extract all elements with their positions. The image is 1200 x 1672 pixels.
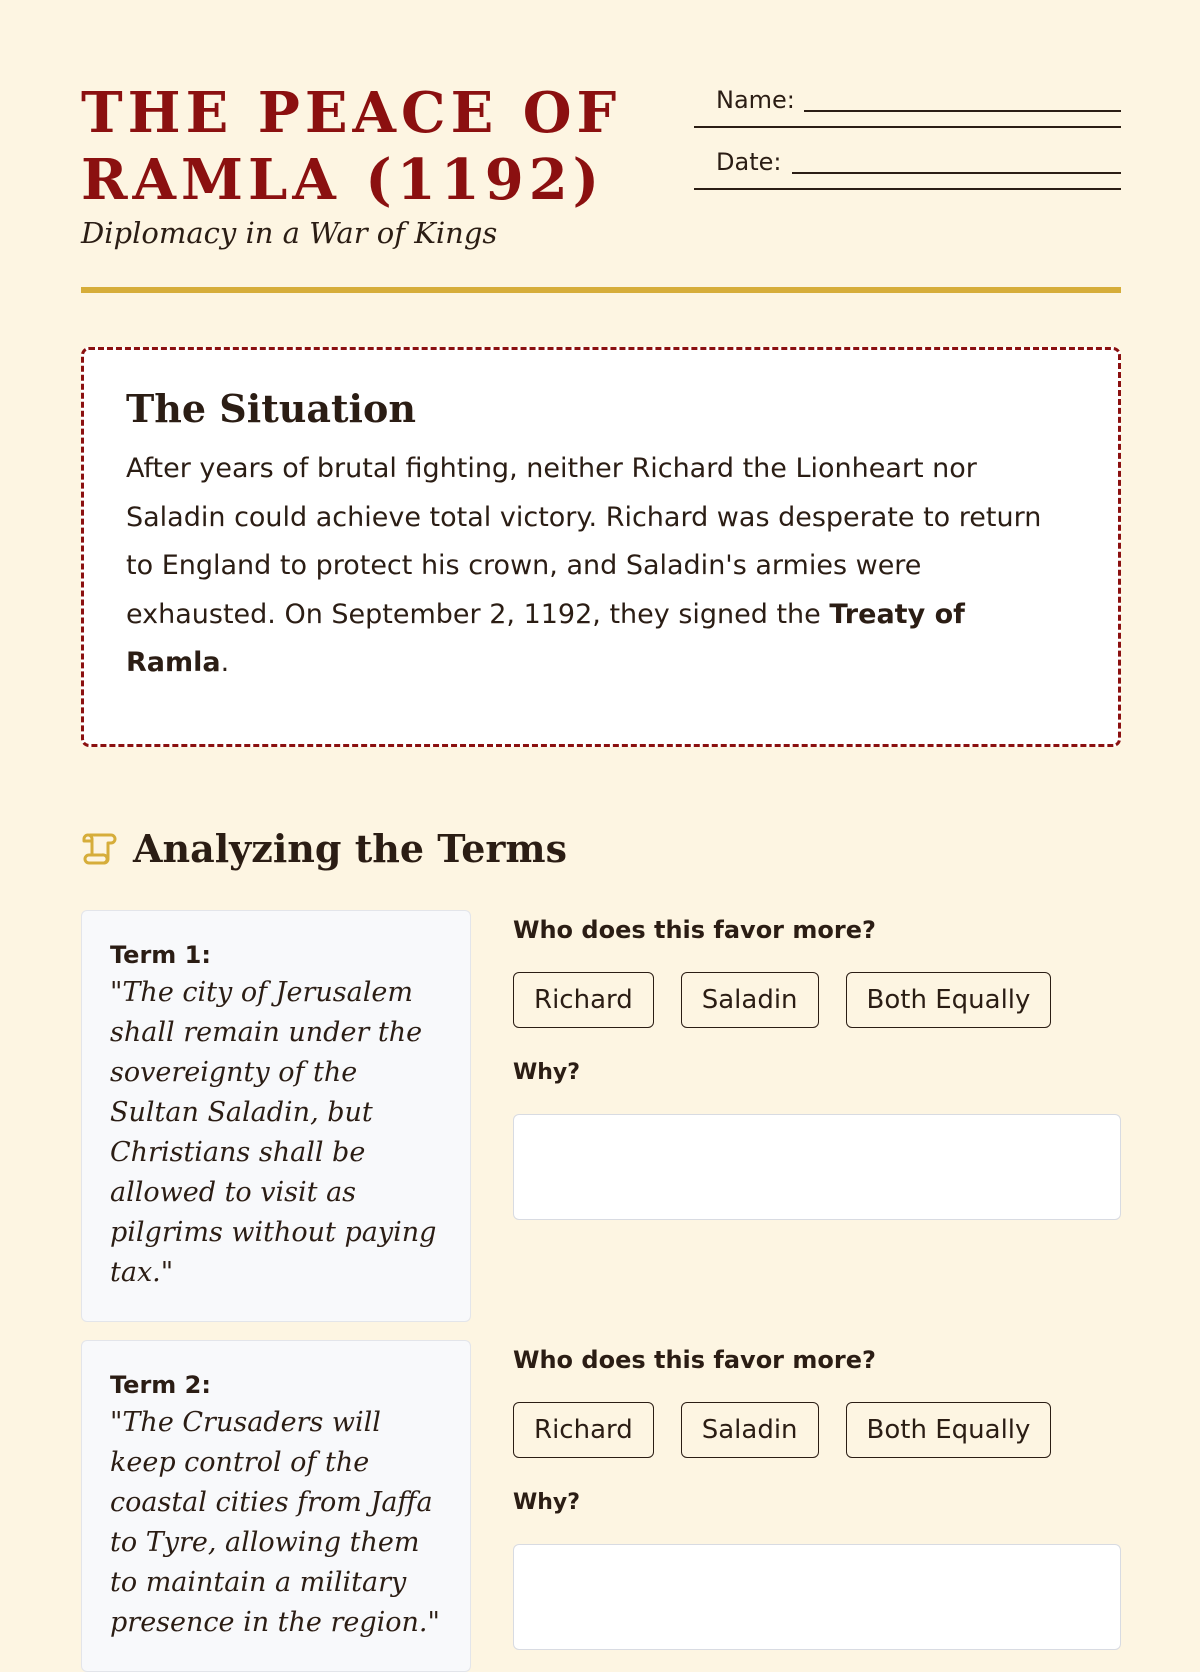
date-label: Date: (716, 148, 782, 176)
treaty-name: Treaty of Ramla (126, 598, 965, 678)
favor-question: Who does this favor more? (513, 916, 876, 944)
choice-saladin-button[interactable]: Saladin (681, 972, 819, 1028)
choice-saladin-button[interactable]: Saladin (681, 1402, 819, 1458)
situation-text-main: After years of brutal fighting, neither Richard the Lionheart nor Saladin could achieve total victory. Richard was desperate to return to England to protect his crown, and Saladin's armies were exhausted. On September 2, 1192, they signed the (126, 453, 1042, 630)
term-response (513, 910, 1121, 1220)
name-field[interactable] (694, 82, 1121, 128)
choice-richard-button[interactable]: Richard (513, 972, 654, 1028)
name-label: Name: (716, 86, 795, 114)
situation-box (81, 347, 1121, 747)
why-label: Why? (513, 1060, 581, 1085)
term-card (81, 1340, 471, 1672)
analysis-heading: Analyzing the Terms (133, 825, 567, 871)
choice-richard-button[interactable]: Richard (513, 1402, 654, 1458)
date-blank-line[interactable] (792, 172, 1121, 174)
name-blank-line[interactable] (804, 110, 1121, 112)
term-quote: "The city of Jerusalem shall remain under the sovereignty of the Sultan Saladin, but Christians shall be allowed to visit as pilgrims without paying tax." (110, 977, 437, 1288)
date-field[interactable] (694, 144, 1121, 190)
favor-choices (513, 1402, 1121, 1458)
favor-choices (513, 972, 1121, 1028)
term-card (81, 910, 471, 1322)
worksheet-page (81, 0, 1121, 1638)
choice-both-equally-button[interactable]: Both Equally (846, 972, 1052, 1028)
why-label: Why? (513, 1490, 581, 1515)
why-answer-input[interactable] (513, 1544, 1121, 1650)
term-label: Term 1: (110, 941, 211, 969)
header-divider (81, 287, 1121, 293)
favor-question: Who does this favor more? (513, 1346, 876, 1374)
situation-text-end: . (220, 647, 230, 678)
term-label: Term 2: (110, 1371, 211, 1399)
analysis-section-header (81, 820, 567, 876)
situation-text (126, 445, 1076, 688)
worksheet-subtitle: Diplomacy in a War of Kings (81, 216, 498, 250)
situation-heading: The Situation (126, 386, 416, 431)
scroll-icon (81, 829, 119, 867)
term-response (513, 1340, 1121, 1650)
worksheet-title: THE PEACE OF RAMLA (1192) (81, 80, 622, 213)
student-info-fields (694, 82, 1121, 206)
choice-both-equally-button[interactable]: Both Equally (846, 1402, 1052, 1458)
term-quote: "The Crusaders will keep control of the coastal cities from Jaffa to Tyre, allowing them to maintain a military presence in the region." (110, 1407, 440, 1638)
worksheet-header (81, 0, 1121, 296)
why-answer-input[interactable] (513, 1114, 1121, 1220)
